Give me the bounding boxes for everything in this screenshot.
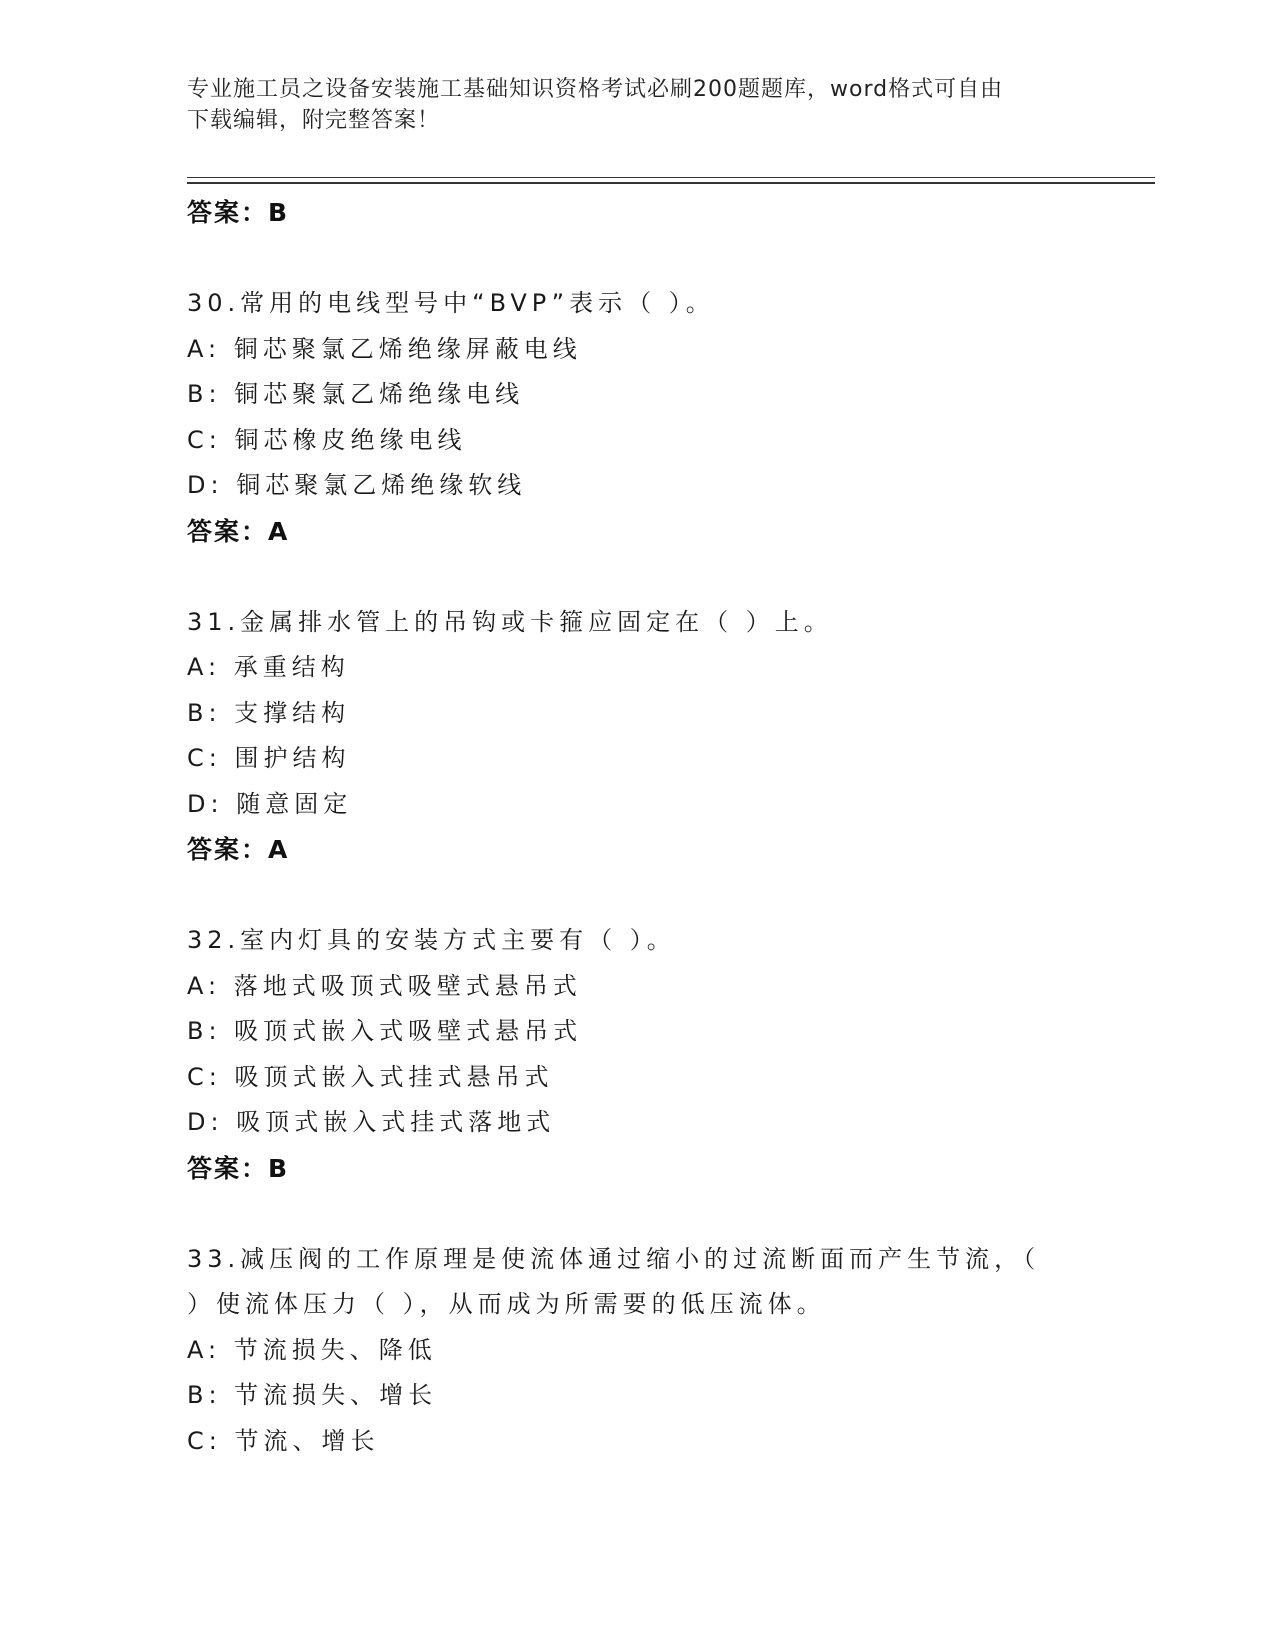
question-stem: 32.室内灯具的安装方式主要有（ ）。 bbox=[187, 926, 676, 954]
spacer bbox=[187, 554, 1155, 600]
option-a: A: 铜芯聚氯乙烯绝缘屏蔽电线 bbox=[187, 334, 582, 363]
option-a: A: 承重结构 bbox=[187, 653, 350, 681]
option-b: B: 支撑结构 bbox=[187, 698, 351, 727]
option-d: D: 随意固定 bbox=[187, 789, 353, 818]
spacer bbox=[187, 873, 1155, 919]
option-b: B: 铜芯聚氯乙烯绝缘电线 bbox=[187, 380, 525, 408]
question-stem: 30.常用的电线型号中“BVP”表示（ ）。 bbox=[187, 289, 715, 317]
answer-line: 答案：A bbox=[187, 835, 290, 864]
option-c: C: 节流、增长 bbox=[187, 1426, 380, 1455]
option-a: A: 落地式吸顶式吸壁式悬吊式 bbox=[187, 971, 582, 1000]
option-b: B: 节流损失、增长 bbox=[187, 1381, 438, 1409]
question-stem: 33.减压阀的工作原理是使流体通过缩小的过流断面而产生节流，（ bbox=[187, 1244, 1041, 1273]
question-block bbox=[187, 918, 1155, 1191]
answer-line: 答案：A bbox=[187, 516, 290, 546]
option-a: A: 节流损失、降低 bbox=[187, 1335, 437, 1364]
answer-line: 答案：B bbox=[187, 1153, 290, 1183]
question-list bbox=[187, 190, 1155, 1464]
option-d: D: 铜芯聚氯乙烯绝缘软线 bbox=[187, 471, 527, 499]
header-line-2: 下载编辑，附完整答案！ bbox=[187, 108, 441, 133]
page-header bbox=[187, 74, 1087, 136]
option-d: D: 吸顶式嵌入式挂式落地式 bbox=[187, 1108, 556, 1136]
option-c: C: 铜芯橡皮绝缘电线 bbox=[187, 425, 467, 454]
spacer bbox=[187, 1191, 1155, 1237]
question-stem-continued: ）使流体压力（ ），从而成为所需要的低压流体。 bbox=[187, 1290, 826, 1318]
option-c: C: 吸顶式嵌入式挂式悬吊式 bbox=[187, 1062, 554, 1091]
spacer bbox=[187, 236, 1155, 282]
question-block bbox=[187, 281, 1155, 554]
header-divider bbox=[187, 177, 1155, 184]
header-line-1: 专业施工员之设备安装施工基础知识资格考试必刷200题题库，word格式可自由 bbox=[187, 77, 1004, 102]
option-c: C: 围护结构 bbox=[187, 744, 351, 772]
question-block bbox=[187, 1237, 1155, 1465]
question-block bbox=[187, 600, 1155, 873]
answer-line: 答案：B bbox=[187, 198, 290, 227]
question-stem: 31.金属排水管上的吊钩或卡箍应固定在（ ）上。 bbox=[187, 607, 833, 636]
option-b: B: 吸顶式嵌入式吸壁式悬吊式 bbox=[187, 1017, 583, 1045]
